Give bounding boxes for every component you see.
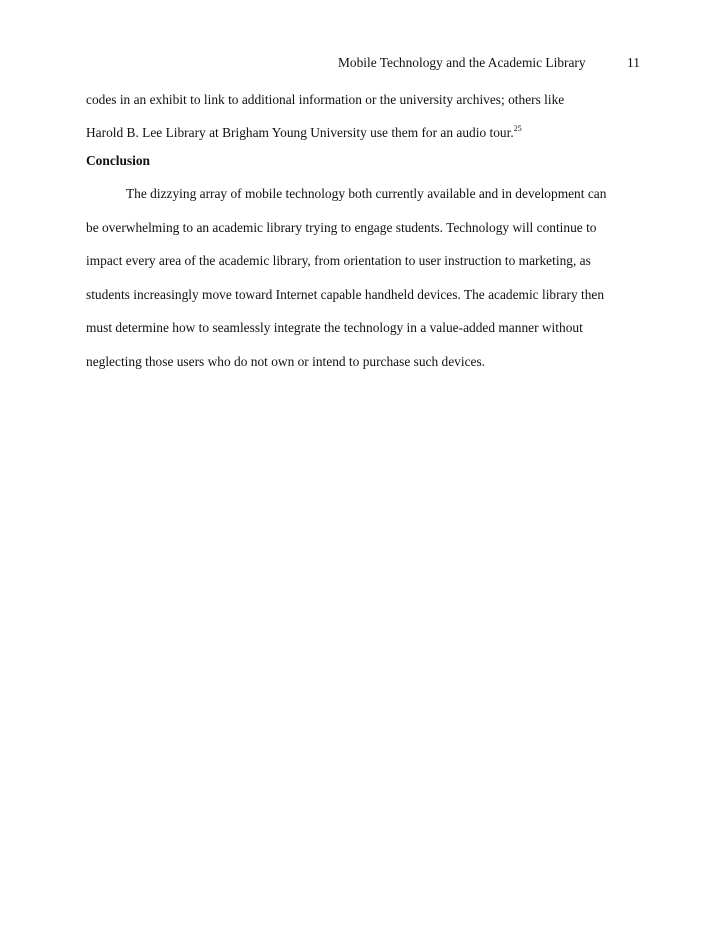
running-head: Mobile Technology and the Academic Library — [338, 55, 586, 70]
paragraph-line-4: students increasingly move toward Internet capable handheld devices. The academic library then — [86, 287, 605, 302]
body-line-1: codes in an exhibit to link to additional information or the university archives; others like — [86, 92, 565, 107]
paragraph-line-1: The dizzying array of mobile technology both currently available and in development can — [126, 186, 607, 201]
paragraph-line-3: impact every area of the academic library, from orientation to user instruction to marketing, as — [86, 253, 591, 268]
body-line-2 — [86, 125, 522, 141]
section-heading: Conclusion — [86, 153, 150, 168]
body-line-2-text: Harold B. Lee Library at Brigham Young University use them for an audio tour. — [86, 125, 514, 140]
paragraph-line-6: neglecting those users who do not own or intend to purchase such devices. — [86, 354, 486, 369]
page-number: 11 — [627, 55, 640, 70]
paragraph-line-2: be overwhelming to an academic library trying to engage students. Technology will continue to — [86, 220, 597, 235]
footnote-reference: 25 — [513, 124, 522, 133]
paragraph-line-5: must determine how to seamlessly integrate the technology in a value-added manner without — [86, 320, 583, 335]
